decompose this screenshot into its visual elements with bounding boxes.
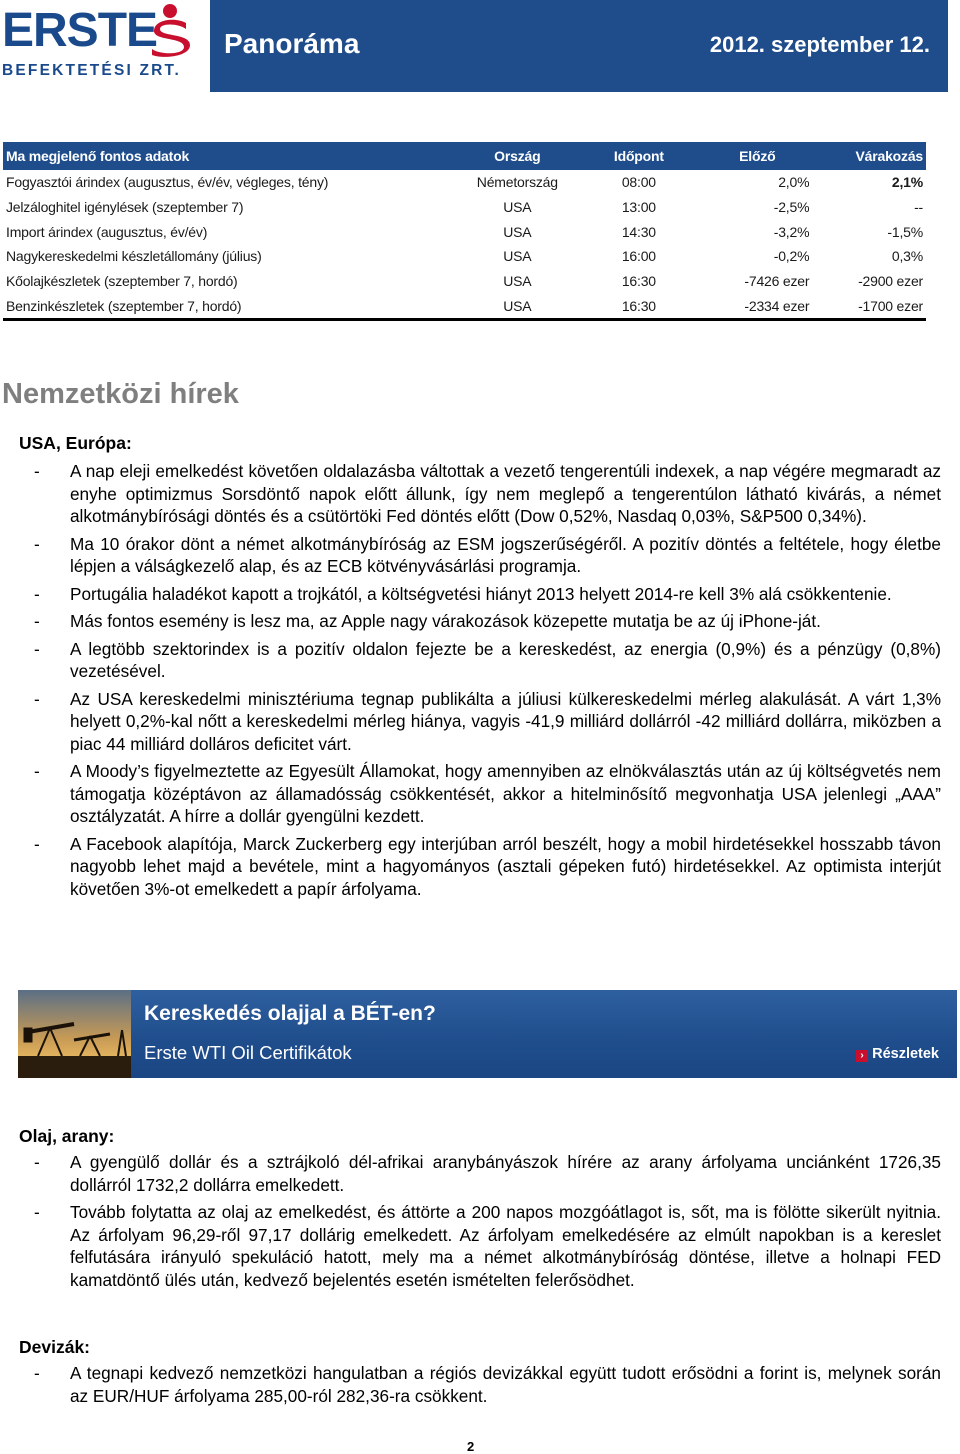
logo-subtitle: BEFEKTETÉSI ZRT. [2, 62, 182, 79]
cell-time: 16:30 [575, 293, 702, 319]
oil-gold-news-list [19, 1151, 941, 1291]
list-item [19, 583, 941, 606]
bullet-dash: - [34, 1202, 40, 1222]
bullet-dash: - [34, 761, 40, 781]
cell-time: 16:30 [621, 273, 656, 290]
cell-name: Import árindex (augusztus, év/év) [6, 223, 208, 240]
news-text: A Moody’s figyelmeztette az Egyesült Államokat, hogy amennyiben az elnökválasztás után az új költségvetés nem támogatja középtávon az államadósság csökkentését, akkor a hitelminősítő megvonhatja USA jelenlegi „AAA” osztályzatát. A hírre a dollár gyengülni kezdett. [70, 761, 941, 826]
bullet-dash: - [34, 461, 40, 481]
ad-subtitle: Erste WTI Oil Certifikátok [144, 1042, 352, 1063]
table-row [3, 293, 926, 319]
erste-s-icon [146, 3, 194, 57]
logo-wordmark: ERSTE [2, 4, 158, 57]
news-text: A legtöbb szektorindex is a pozitív oldalon fejezte be a kereskedést, az energia (0,9%) és a pénzügy (0,8%) vezetésével. [70, 638, 941, 681]
cell-time: 14:30 [621, 223, 656, 240]
cell-previous: -3,2% [773, 223, 810, 240]
news-text: Az USA kereskedelmi minisztériuma tegnap publikálta a júliusi külkereskedelmi mérleg alakulását. A várt 1,3% helyett 0,2%-kal nőtt a kereskedelmi mérleg hiánya, vagyis -41,9 milliárd dollárról -42 milliárd dollárra, miközben a piac 44 milliárd dolláros deficitet várt. [70, 688, 941, 754]
cell-name: Nagykereskedelmi készletállomány (július) [6, 248, 262, 265]
cell-time: 08:00 [621, 174, 656, 191]
table-row [3, 170, 926, 195]
news-text: A gyengülő dollár és a sztrájkoló dél-afrikai aranybányászok hírére az arany árfolyama unciánként 1726,35 dollárról 1732,2 dollárra emelkedett. [70, 1152, 941, 1195]
list-item [19, 610, 941, 633]
cell-time: 13:00 [621, 199, 656, 216]
header-cell-country: Ország [459, 142, 575, 170]
cell-previous: -7426 ezer [744, 273, 810, 290]
cell-country: USA [459, 293, 575, 319]
news-text: Portugália haladékot kapott a trojkától, a költségvetési hiányt 2013 helyett 2014-re kell 3% alá csökkentenie. [70, 583, 892, 604]
oil-pump-photo [18, 990, 131, 1078]
news-text: Más fontos esemény is lesz ma, az Apple nagy várakozások közepette mutatja be az új iPhone-ját. [70, 611, 821, 631]
bullet-dash: - [34, 611, 40, 631]
erste-logo [0, 0, 205, 92]
list-item [19, 1201, 941, 1291]
subheading-oil-gold: Olaj, arany: [19, 1126, 115, 1146]
news-text: Ma 10 órakor dönt a német alkotmánybíróság az ESM jogszerűségéről. A pozitív döntés a feltétele, hogy életbe lépjen a válságkezelő alap, és az ECB kötvényvásárlási programja. [70, 533, 941, 576]
list-item [19, 533, 941, 578]
table-row [3, 244, 926, 269]
bullet-dash: - [34, 688, 40, 709]
news-text: A Facebook alapítója, Marck Zuckerberg egy interjúban arról beszélt, hogy a mobil hirdetésekkel hosszabb távon nagyobb lehet majd a bevétele, mint a hagyományos (asztali gépeken futó) hirdetésekkel. Az optimista interjút követően 3%-ot emelkedett a papír árfolyama. [70, 833, 941, 899]
bullet-dash: - [34, 1363, 40, 1383]
bullet-dash: - [34, 1152, 40, 1172]
cell-country: Németország [476, 174, 558, 191]
page-title: Panoráma [224, 28, 360, 59]
table-row [3, 269, 926, 294]
oil-certificate-ad[interactable] [18, 990, 957, 1078]
cell-expected: -1700 ezer [812, 293, 926, 319]
header-cell-expected: Várakozás [812, 142, 926, 170]
list-item [19, 688, 941, 756]
news-text: A nap eleji emelkedést követően oldalazásba váltottak a vezető tengerentúli indexek, a nap végére megmaradt az enyhe optimizmus Sorsdöntő napok előtt állunk, így nem meglepő a tengerentúlon látható kivárás, a német alkotmánybírósági döntés és a csütörtöki Fed döntés előtt (Dow 0,52%, Nasdaq 0,03%, S&P500 0,34%). [70, 461, 941, 526]
ad-title: Kereskedés olajjal a BÉT-en? [144, 1002, 436, 1025]
subheading-usa-europe: USA, Európa: [19, 433, 132, 453]
cell-expected: -1,5% [887, 223, 923, 240]
header-cell-time: Időpont [575, 142, 702, 170]
cell-time: 16:00 [621, 248, 656, 265]
table-header-row [3, 142, 926, 170]
details-link-label: Részletek [872, 1046, 939, 1062]
cell-name: Jelzáloghitel igénylések (szeptember 7) [6, 199, 244, 216]
cell-country: USA [503, 199, 532, 216]
page-number: 2 [467, 1439, 475, 1454]
bullet-dash: - [34, 533, 40, 554]
cell-name: Benzinkészletek (szeptember 7, hordó) [3, 293, 459, 319]
cell-expected: -- [914, 199, 923, 216]
table-row [3, 195, 926, 220]
bullet-dash: - [34, 638, 40, 659]
page-header [0, 0, 960, 92]
cell-name: Kőolajkészletek (szeptember 7, hordó) [6, 273, 238, 290]
cell-expected: 0,3% [891, 248, 923, 265]
list-item [19, 460, 941, 528]
section-title: Nemzetközi hírek [2, 378, 239, 410]
cell-name: Fogyasztói árindex (augusztus, év/év, végleges, tény) [6, 174, 329, 191]
events-table-container [3, 142, 926, 321]
cell-expected: -2900 ezer [858, 273, 923, 290]
list-item [19, 760, 941, 828]
events-table [3, 142, 926, 321]
cell-expected: 2,1% [891, 174, 923, 191]
cell-previous: 2,0% [778, 174, 810, 191]
fx-news-list [19, 1362, 941, 1407]
cell-previous: -2,5% [773, 199, 810, 216]
cell-country: USA [503, 223, 532, 240]
bullet-dash: - [34, 833, 40, 854]
list-item [19, 1151, 941, 1196]
cell-previous: -0,2% [773, 248, 810, 265]
arrow-right-icon: › [856, 1050, 868, 1062]
header-cell-name: Ma megjelenő fontos adatok [3, 142, 459, 170]
news-text: Tovább folytatta az olaj az emelkedést, és áttörte a 200 napos mozgóátlagot is, sőt, ma is fölötte sikerült nyitnia. Az árfolyam 96,29-ről 97,17 dollárig emelkedett. Az árfolyam emelkedésére az elmúlt napokban is a kereslet felfutására irányuló spekuláció hatott, mely ma a német alkotmánybíróság döntése, illetve a holnapi FED kamatdöntő ülés után, kedvező bejelentés esetén ismételten felerősödhet. [70, 1202, 941, 1290]
usa-europe-news-list [19, 460, 941, 900]
cell-country: USA [503, 248, 532, 265]
bullet-dash: - [34, 583, 40, 604]
header-cell-previous: Előző [702, 142, 812, 170]
list-item [19, 1362, 941, 1407]
cell-previous: -2334 ezer [702, 293, 812, 319]
news-text: A tegnapi kedvező nemzetközi hangulatban a régiós devizákkal együtt tudott erősödni a forint is, melynek során az EUR/HUF árfolyama 285,00-ról 282,36-ra csökkent. [70, 1363, 941, 1406]
subheading-fx: Devizák: [19, 1337, 91, 1357]
table-row [3, 219, 926, 244]
details-link[interactable] [856, 1045, 939, 1063]
report-date: 2012. szeptember 12. [709, 32, 930, 57]
list-item [19, 638, 941, 683]
cell-country: USA [503, 273, 532, 290]
list-item [19, 833, 941, 901]
title-banner [210, 0, 948, 92]
